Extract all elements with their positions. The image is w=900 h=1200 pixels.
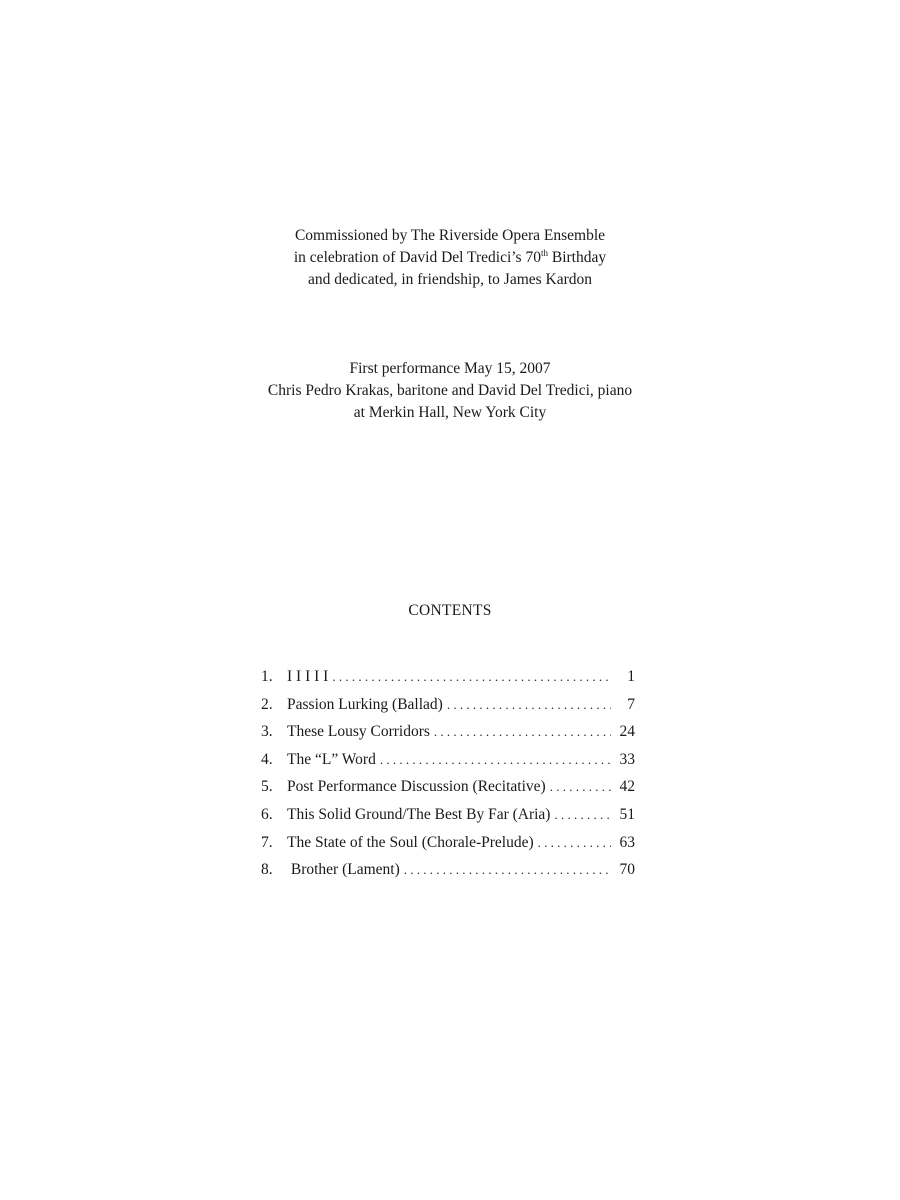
toc-entry-page-number: 33 [619, 750, 635, 768]
toc-entry-page-number: 63 [619, 833, 635, 851]
toc-entry-page-number: 70 [619, 861, 635, 879]
toc-entry-title: Post Performance Discussion (Recitative) [287, 778, 546, 796]
toc-entry [261, 696, 635, 724]
ordinal-suffix: th [540, 247, 548, 258]
toc-entry-page-number: 7 [627, 695, 635, 713]
premiere-line-3: at Merkin Hall, New York City [353, 404, 547, 421]
toc-entry-title: Passion Lurking (Ballad) [287, 695, 443, 713]
toc-entry-page-number: 51 [619, 805, 635, 823]
toc-entry-number: 1. [261, 668, 273, 685]
toc-entry [261, 834, 635, 862]
toc-entry-title: This Solid Ground/The Best By Far (Aria) [287, 805, 551, 823]
toc-entry-number: 2. [261, 695, 273, 713]
toc-entry-number: 5. [261, 778, 273, 796]
dedication-block [0, 225, 900, 291]
premiere-block [0, 358, 900, 424]
dedication-line-2-end: Birthday [547, 249, 607, 266]
toc-dot-leader [332, 669, 611, 685]
toc-entry [261, 723, 635, 751]
contents-heading: CONTENTS [408, 602, 492, 619]
toc-entry [261, 861, 635, 889]
toc-entry-title: I I I I I [287, 668, 329, 685]
toc-dot-leader [538, 835, 611, 851]
toc-entry-number: 4. [261, 750, 273, 768]
toc-entry [261, 668, 635, 696]
toc-dot-leader [404, 862, 611, 878]
toc-entry-title: These Lousy Corridors [287, 723, 430, 741]
toc-entry-page-number: 1 [627, 668, 635, 685]
dedication-line-2 [0, 247, 900, 269]
dedication-line-3: and dedicated, in friendship, to James Kardon [307, 271, 593, 288]
toc-entry-title: The “L” Word [287, 750, 376, 768]
dedication-line-1: Commissioned by The Riverside Opera Ensemble [294, 227, 606, 244]
toc-dot-leader [434, 724, 611, 740]
toc-entry-number: 3. [261, 723, 273, 741]
toc-dot-leader [380, 752, 611, 768]
toc-dot-leader [554, 807, 611, 823]
toc-dot-leader [550, 779, 611, 795]
toc-entry-title: The State of the Soul (Chorale-Prelude) [287, 833, 534, 851]
toc-entry-number: 8. [261, 861, 273, 879]
toc-entry-page-number: 42 [619, 778, 635, 796]
table-of-contents [261, 668, 635, 889]
toc-dot-leader [447, 697, 611, 713]
toc-entry-title: Brother (Lament) [287, 861, 400, 879]
toc-entry-number: 7. [261, 833, 273, 851]
toc-entry [261, 806, 635, 834]
premiere-line-1: First performance May 15, 2007 [349, 360, 551, 377]
toc-entry-page-number: 24 [619, 723, 635, 741]
premiere-line-2: Chris Pedro Krakas, baritone and David Del Tredici, piano [267, 382, 633, 399]
dedication-line-2-text: in celebration of David Del Tredici’s 70 [293, 249, 541, 266]
toc-entry [261, 778, 635, 806]
toc-entry-number: 6. [261, 805, 273, 823]
toc-entry [261, 751, 635, 779]
